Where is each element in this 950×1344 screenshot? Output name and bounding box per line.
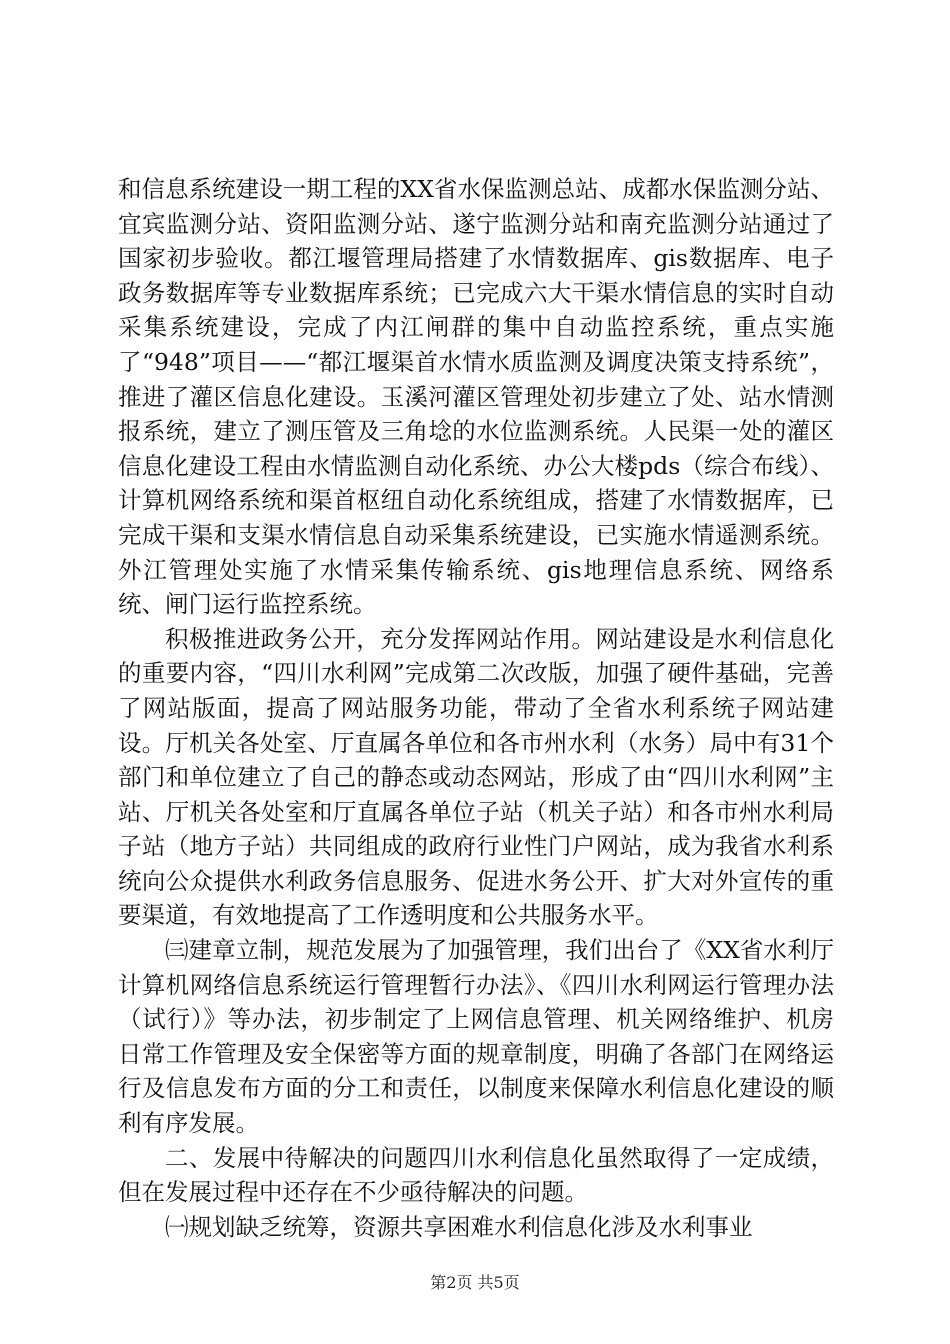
paragraph-4: 二、发展中待解决的问题四川水利信息化虽然取得了一定成绩，但在发展过程中还存在不少亟待解决的问题。: [118, 1143, 834, 1207]
document-body: [118, 172, 834, 1244]
paragraph-3: ㈢建章立制，规范发展为了加强管理，我们出台了《XX省水利厅计算机网络信息系统运行管理暂行办法》、《四川水利网运行管理办法（试行）》等办法，初步制定了上网信息管理、机关网络维护、机房日常工作管理及安全保密等方面的规章制度，明确了各部门在网络运行及信息发布方面的分工和责任，以制度来保障水利信息化建设的顺利有序发展。: [118, 936, 834, 1138]
paragraph-1: 和信息系统建设一期工程的XX省水保监测总站、成都水保监测分站、宜宾监测分站、资阳监测分站、遂宁监测分站和南充监测分站通过了国家初步验收。都江堰管理局搭建了水情数据库、gis数据库、电子政务数据库等专业数据库系统；已完成六大干渠水情信息的实时自动采集系统建设，完成了内江闸群的集中自动监控系统，重点实施了“948”项目——“都江堰渠首水情水质监测及调度决策支持系统”，推进了灌区信息化建设。玉溪河灌区管理处初步建立了处、站水情测报系统，建立了测压管及三角埝的水位监测系统。人民渠一处的灌区信息化建设工程由水情监测自动化系统、办公大楼pds（综合布线）、计算机网络系统和渠首枢纽自动化系统组成，搭建了水情数据库，已完成干渠和支渠水情信息自动采集系统建设，已实施水情遥测系统。外江管理处实施了水情采集传输系统、gis地理信息系统、网络系统、闸门运行监控系统。: [118, 175, 834, 619]
paragraph-2: 积极推进政务公开，充分发挥网站作用。网站建设是水利信息化的重要内容，“四川水利网”完成第二次改版，加强了硬件基础，完善了网站版面，提高了网站服务功能，带动了全省水利系统子网站建设。厅机关各处室、厅直属各单位和各市州水利（水务）局中有31个部门和单位建立了自己的静态或动态网站，形成了由“四川水利网”主站、厅机关各处室和厅直属各单位子站（机关子站）和各市州水利局子站（地方子站）共同组成的政府行业性门户网站，成为我省水利系统向公众提供水利政务信息服务、促进水务公开、扩大对外宣传的重要渠道，有效地提高了工作透明度和公共服务水平。: [118, 624, 834, 930]
paragraph-5: ㈠规划缺乏统筹，资源共享困难水利信息化涉及水利事业: [165, 1212, 753, 1241]
page-number: 第2页 共5页: [430, 1273, 520, 1292]
